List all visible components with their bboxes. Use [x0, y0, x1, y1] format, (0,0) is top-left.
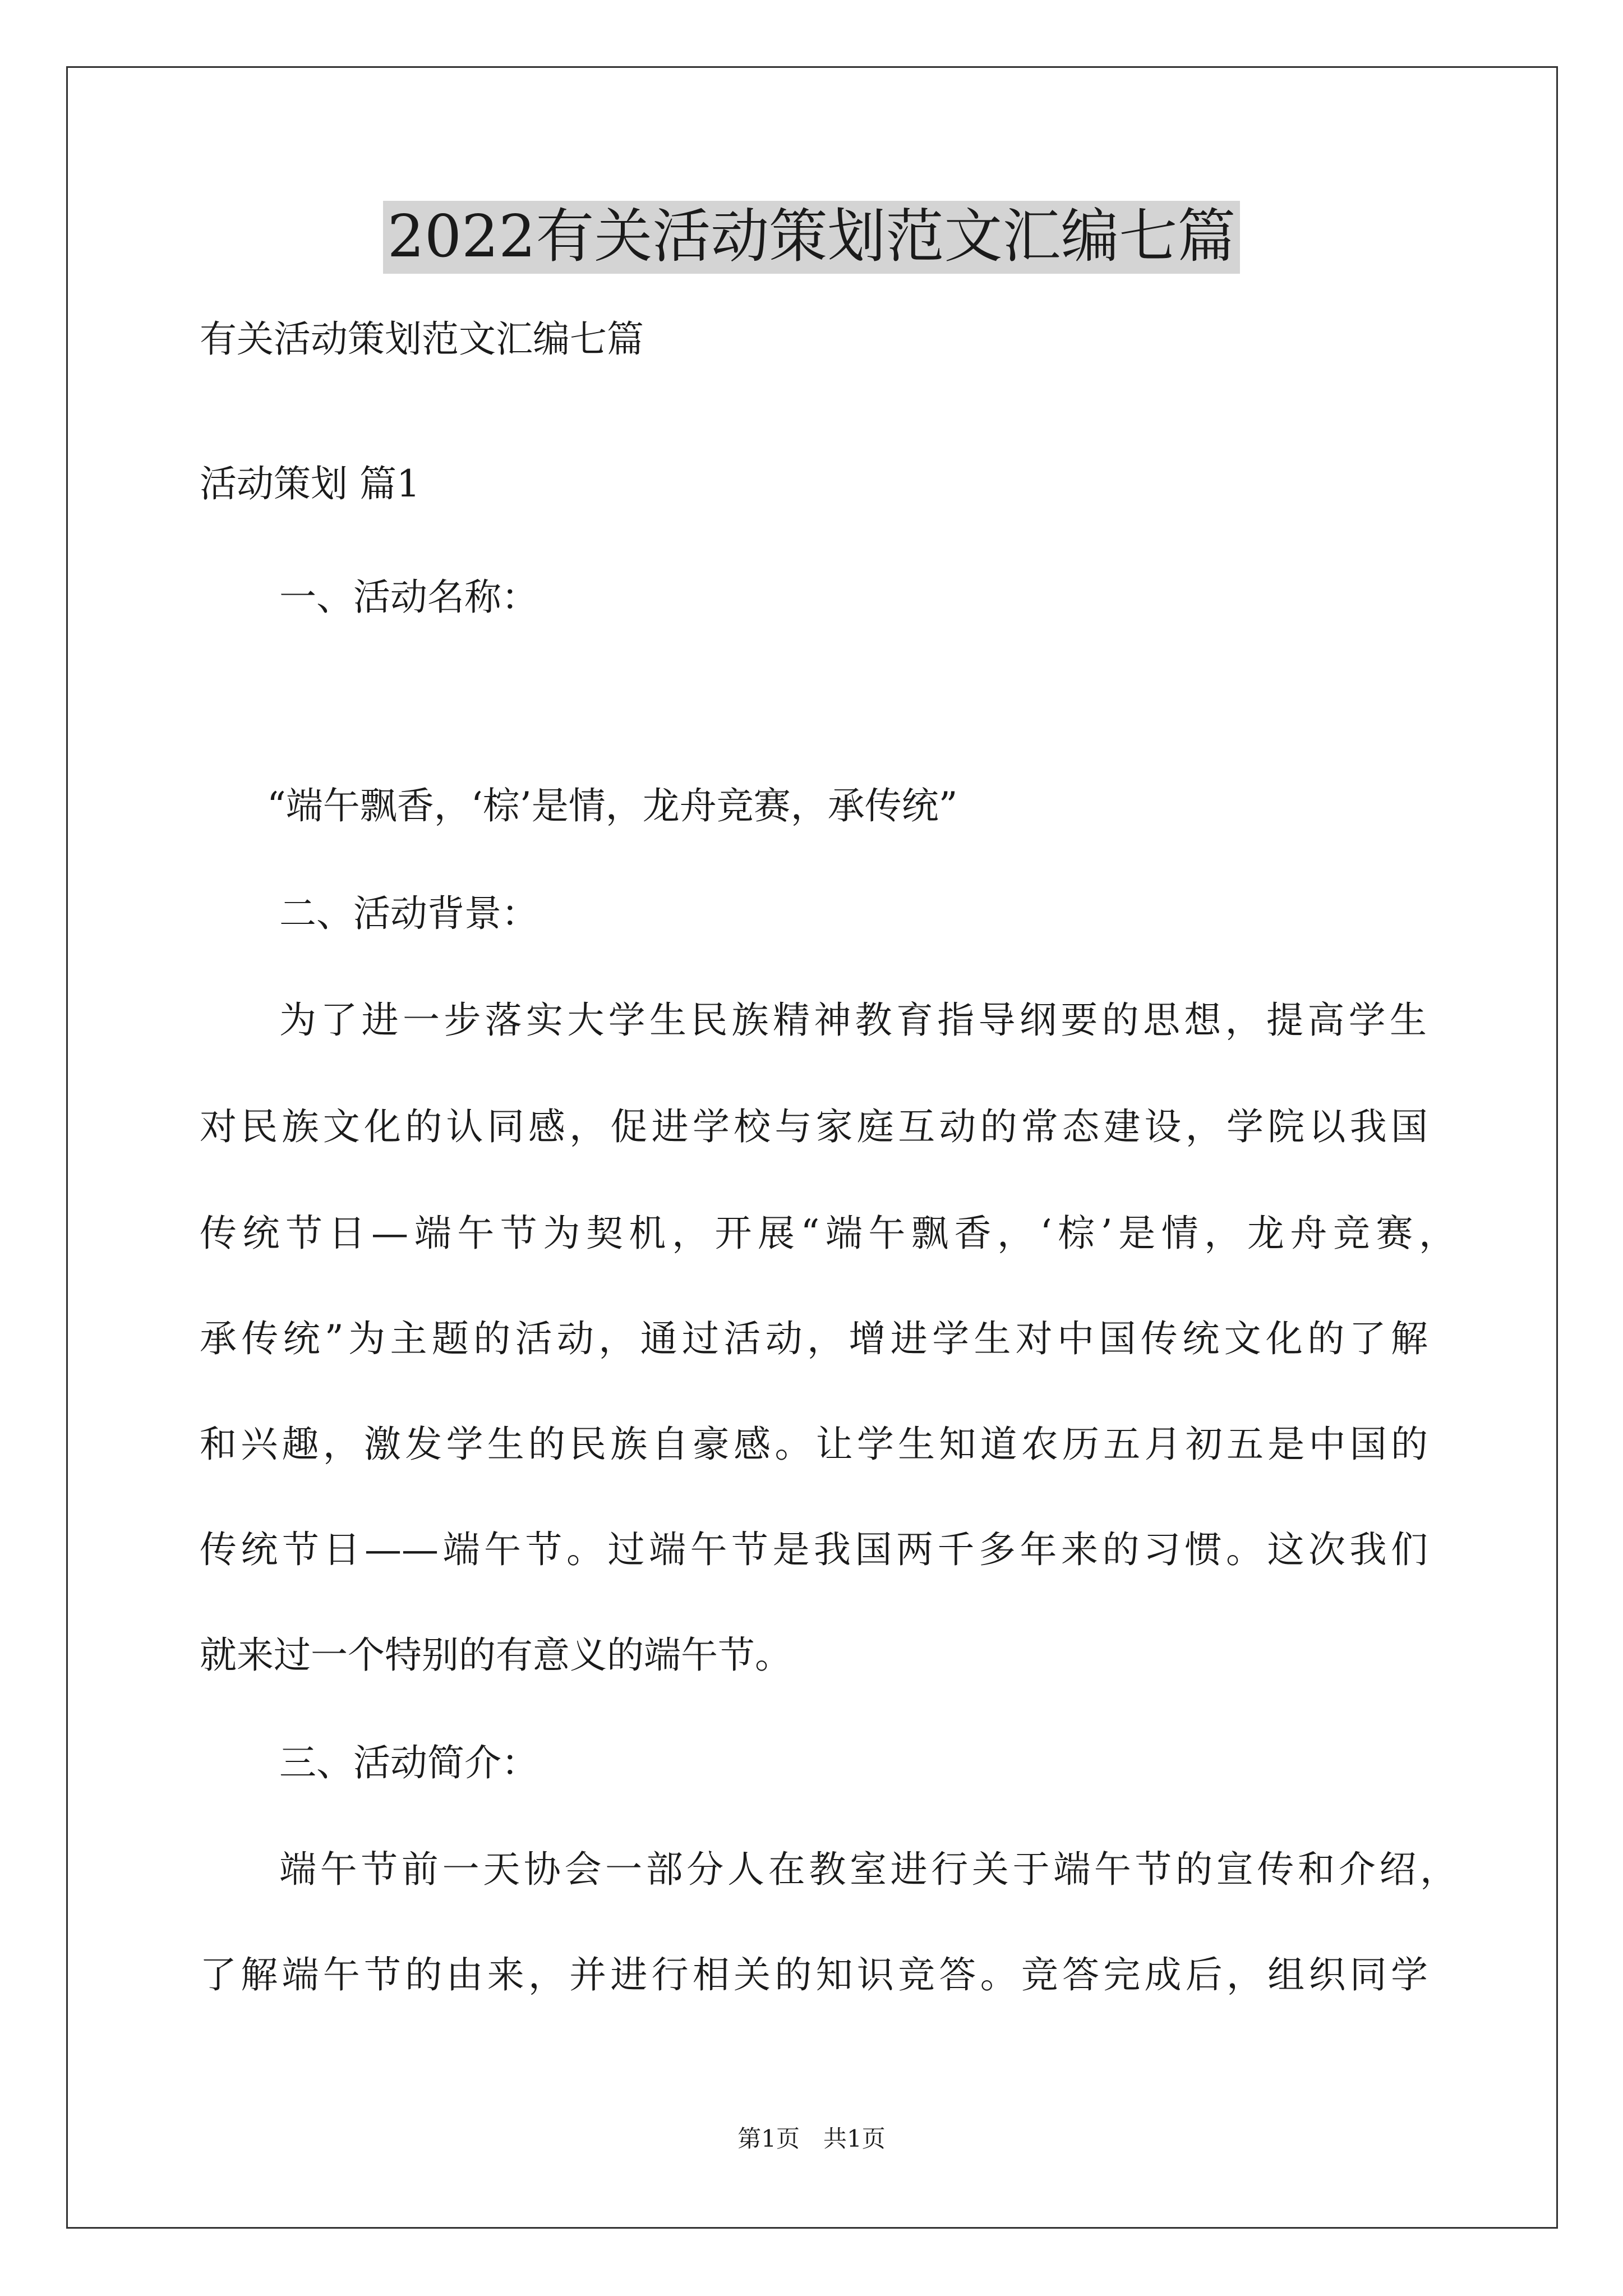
- paragraph-line: 端午节前一天协会一部分人在教室进行关于端午节的宣传和介绍，: [279, 1848, 1457, 1891]
- section-heading-line: 活动策划 篇1: [200, 462, 420, 505]
- paragraph-line: 承传统”为主题的活动，通过活动，增进学生对中国传统文化的了解: [200, 1317, 1428, 1360]
- activity-name-text: “端午飘香，‘棕’是情，龙舟竞赛，承传统”: [267, 784, 958, 827]
- page-footer: 第1页 共1页: [737, 2125, 886, 2152]
- document-title: 2022有关活动策划范文汇编七篇: [383, 201, 1241, 274]
- paragraph-line: 了解端午节的由来，并进行相关的知识竞答。竞答完成后，组织同学: [200, 1953, 1428, 1996]
- paragraph-line: 为了进一步落实大学生民族精神教育指导纲要的思想，提高学生: [279, 999, 1427, 1042]
- document-title-container: [0, 201, 1623, 274]
- subtitle-line: 有关活动策划范文汇编七篇: [200, 318, 644, 361]
- paragraph-line: 传统节日——端午节。过端午节是我国两千多年来的习惯。这次我们: [200, 1528, 1428, 1571]
- paragraph-line: 传统节日—端午节为契机，开展“端午飘香，‘棕’是情，龙舟竞赛，: [200, 1212, 1456, 1255]
- paragraph-line: 和兴趣，激发学生的民族自豪感。让学生知道农历五月初五是中国的: [200, 1423, 1428, 1466]
- heading-activity-name: 一、活动名称：: [279, 576, 538, 619]
- paragraph-line: 对民族文化的认同感，促进学校与家庭互动的常态建设，学院以我国: [200, 1105, 1428, 1148]
- heading-activity-intro: 三、活动简介：: [279, 1741, 538, 1784]
- heading-activity-background: 二、活动背景：: [279, 892, 538, 935]
- paragraph-line: 就来过一个特别的有意义的端午节。: [200, 1634, 792, 1677]
